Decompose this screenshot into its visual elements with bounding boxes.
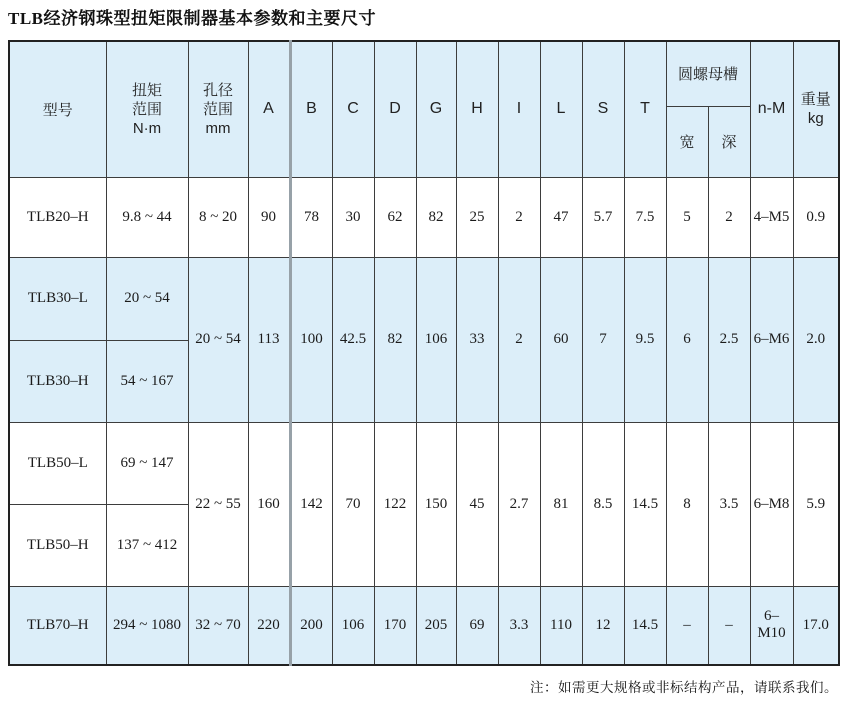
cell-A: 160 xyxy=(248,422,290,586)
table-row-tlb50l xyxy=(9,422,839,504)
cell-G: 82 xyxy=(416,177,456,257)
cell-B: 200 xyxy=(290,586,332,665)
cell-nut-width: – xyxy=(666,586,708,665)
header-dim-H: H xyxy=(456,41,498,177)
header-dim-D: D xyxy=(374,41,416,177)
cell-S: 5.7 xyxy=(582,177,624,257)
page-title: TLB经济钢珠型扭矩限制器基本参数和主要尺寸 xyxy=(8,9,377,28)
header-torque-line3: N·m xyxy=(132,119,162,137)
header-torque-line2: 范围 xyxy=(131,100,162,118)
cell-nm: 6–M8 xyxy=(750,422,793,586)
cell-D: 82 xyxy=(374,257,416,422)
cell-model: TLB70–H xyxy=(9,586,106,665)
cell-C: 106 xyxy=(332,586,374,665)
cell-torque: 20 ~ 54 xyxy=(106,257,188,340)
header-bore-line1: 孔径 xyxy=(202,81,233,99)
cell-D: 62 xyxy=(374,177,416,257)
cell-A: 90 xyxy=(248,177,290,257)
cell-B: 142 xyxy=(290,422,332,586)
header-dim-T: T xyxy=(624,41,666,177)
cell-model: TLB30–H xyxy=(9,340,106,422)
cell-G: 150 xyxy=(416,422,456,586)
header-dim-L: L xyxy=(540,41,582,177)
cell-C: 30 xyxy=(332,177,374,257)
cell-D: 170 xyxy=(374,586,416,665)
cell-L: 47 xyxy=(540,177,582,257)
cell-T: 7.5 xyxy=(624,177,666,257)
header-weight xyxy=(793,41,839,177)
table-row-tlb30l xyxy=(9,257,839,340)
cell-C: 42.5 xyxy=(332,257,374,422)
cell-weight: 5.9 xyxy=(793,422,839,586)
cell-T: 14.5 xyxy=(624,422,666,586)
cell-weight: 17.0 xyxy=(793,586,839,665)
header-dim-S: S xyxy=(582,41,624,177)
cell-nut-depth: – xyxy=(708,586,750,665)
header-dim-G: G xyxy=(416,41,456,177)
header-dim-B: B xyxy=(290,41,332,177)
header-dim-A: A xyxy=(248,41,290,177)
table-row-tlb20h xyxy=(9,177,839,257)
header-bore-line3: mm xyxy=(205,119,231,137)
cell-model: TLB50–H xyxy=(9,504,106,586)
cell-model: TLB50–L xyxy=(9,422,106,504)
cell-nm: 4–M5 xyxy=(750,177,793,257)
cell-torque: 54 ~ 167 xyxy=(106,340,188,422)
cell-nut-depth: 2.5 xyxy=(708,257,750,422)
cell-model: TLB20–H xyxy=(9,177,106,257)
header-dim-I: I xyxy=(498,41,540,177)
cell-S: 12 xyxy=(582,586,624,665)
header-bore-range xyxy=(188,41,248,177)
cell-nut-width: 6 xyxy=(666,257,708,422)
cell-I: 3.3 xyxy=(498,586,540,665)
header-torque-line1: 扭矩 xyxy=(131,81,162,99)
cell-L: 110 xyxy=(540,586,582,665)
cell-nut-depth: 2 xyxy=(708,177,750,257)
cell-A: 113 xyxy=(248,257,290,422)
cell-bore: 8 ~ 20 xyxy=(188,177,248,257)
cell-L: 60 xyxy=(540,257,582,422)
cell-weight: 2.0 xyxy=(793,257,839,422)
cell-nut-width: 5 xyxy=(666,177,708,257)
header-bore-line2: 范围 xyxy=(202,100,233,118)
cell-H: 33 xyxy=(456,257,498,422)
spec-table xyxy=(8,40,840,666)
cell-H: 45 xyxy=(456,422,498,586)
cell-I: 2 xyxy=(498,177,540,257)
cell-torque: 137 ~ 412 xyxy=(106,504,188,586)
cell-model: TLB30–L xyxy=(9,257,106,340)
header-nut-width: 宽 xyxy=(666,106,708,177)
cell-T: 9.5 xyxy=(624,257,666,422)
cell-L: 81 xyxy=(540,422,582,586)
cell-torque: 9.8 ~ 44 xyxy=(106,177,188,257)
cell-D: 122 xyxy=(374,422,416,586)
cell-nm: 6–M10 xyxy=(750,586,793,665)
header-weight-line1: 重量 xyxy=(800,91,831,109)
cell-nm: 6–M6 xyxy=(750,257,793,422)
cell-B: 100 xyxy=(290,257,332,422)
header-dim-C: C xyxy=(332,41,374,177)
header-nm: n-M xyxy=(750,41,793,177)
cell-H: 25 xyxy=(456,177,498,257)
cell-I: 2 xyxy=(498,257,540,422)
header-nut-groove: 圆螺母槽 xyxy=(666,41,750,106)
cell-torque: 294 ~ 1080 xyxy=(106,586,188,665)
cell-A: 220 xyxy=(248,586,290,665)
cell-G: 205 xyxy=(416,586,456,665)
cell-bore: 20 ~ 54 xyxy=(188,257,248,422)
cell-nut-depth: 3.5 xyxy=(708,422,750,586)
table-row-tlb70h xyxy=(9,586,839,665)
footnote: 注：如需更大规格或非标结构产品，请联系我们。 xyxy=(530,680,838,695)
cell-T: 14.5 xyxy=(624,586,666,665)
cell-nut-width: 8 xyxy=(666,422,708,586)
cell-C: 70 xyxy=(332,422,374,586)
cell-B: 78 xyxy=(290,177,332,257)
cell-S: 8.5 xyxy=(582,422,624,586)
header-row-1 xyxy=(9,41,839,106)
header-nut-depth: 深 xyxy=(708,106,750,177)
cell-torque: 69 ~ 147 xyxy=(106,422,188,504)
cell-G: 106 xyxy=(416,257,456,422)
cell-S: 7 xyxy=(582,257,624,422)
header-model: 型号 xyxy=(9,41,106,177)
cell-bore: 22 ~ 55 xyxy=(188,422,248,586)
cell-weight: 0.9 xyxy=(793,177,839,257)
header-weight-line2: kg xyxy=(807,110,824,128)
cell-bore: 32 ~ 70 xyxy=(188,586,248,665)
cell-I: 2.7 xyxy=(498,422,540,586)
cell-H: 69 xyxy=(456,586,498,665)
header-torque-range xyxy=(106,41,188,177)
